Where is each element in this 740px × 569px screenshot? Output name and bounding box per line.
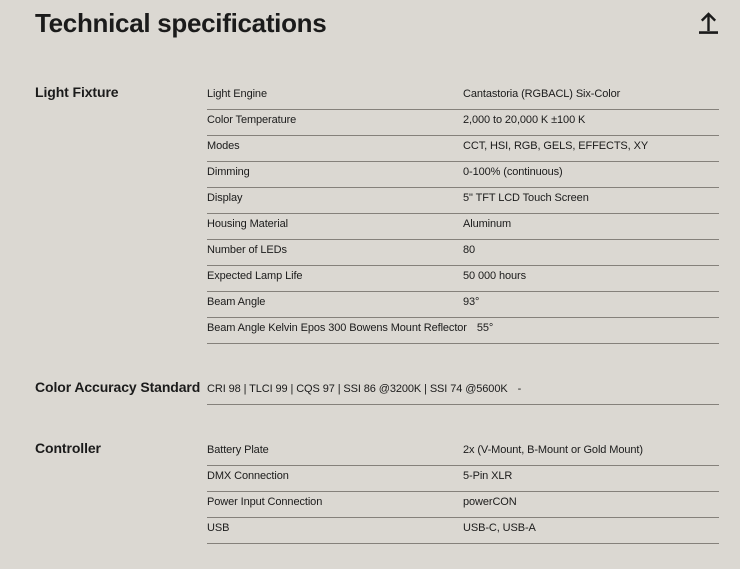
spec-label: Display (207, 192, 243, 204)
spec-value: 0-100% (continuous) (463, 166, 563, 178)
spec-label: DMX Connection (207, 470, 289, 482)
spec-row (207, 136, 719, 162)
spec-table (207, 84, 719, 344)
spec-value: 80 (463, 244, 476, 256)
page-title: Technical specifications (35, 8, 327, 38)
export-button[interactable] (698, 9, 719, 34)
spec-section (35, 84, 719, 344)
spec-row (207, 266, 719, 292)
section-heading: Controller (35, 440, 101, 456)
page-header (0, 0, 740, 38)
spec-label: Color Temperature (207, 114, 297, 126)
spec-section (35, 379, 719, 405)
spec-label: Modes (207, 140, 240, 152)
section-heading: Color Accuracy Standard (35, 379, 201, 395)
spec-label: Dimming (207, 166, 250, 178)
spec-row (207, 214, 719, 240)
spec-row (207, 292, 719, 318)
spec-value: - (517, 383, 522, 395)
spec-value: 55° (476, 322, 494, 334)
spec-label: Light Engine (207, 88, 267, 100)
spec-label: Expected Lamp Life (207, 270, 303, 282)
spec-row (207, 188, 719, 214)
spec-row (207, 379, 719, 405)
spec-row (207, 440, 719, 466)
spec-label: Number of LEDs (207, 244, 287, 256)
spec-row (207, 162, 719, 188)
spec-label: Housing Material (207, 218, 288, 230)
upload-arrow-icon (698, 11, 719, 34)
spec-value: CCT, HSI, RGB, GELS, EFFECTS, XY (463, 140, 649, 152)
spec-value: Cantastoria (RGBACL) Six-Color (463, 88, 621, 100)
spec-value: 50 000 hours (463, 270, 527, 282)
spec-table (207, 440, 719, 544)
spec-value: USB-C, USB-A (463, 522, 536, 534)
spec-row (207, 318, 719, 344)
spec-value: 2x (V-Mount, B-Mount or Gold Mount) (463, 444, 643, 456)
spec-label: CRI 98 | TLCI 99 | CQS 97 | SSI 86 @3200K | SSI 74 @5600K (207, 383, 508, 395)
spec-label: Power Input Connection (207, 496, 323, 508)
spec-label: Battery Plate (207, 444, 269, 456)
spec-section (35, 440, 719, 544)
spec-sections (0, 84, 740, 544)
spec-value: 5-Pin XLR (463, 470, 513, 482)
spec-value: 93° (463, 296, 480, 308)
spec-label: USB (207, 522, 230, 534)
spec-row (207, 110, 719, 136)
spec-row (207, 240, 719, 266)
spec-label: Beam Angle Kelvin Epos 300 Bowens Mount Reflector (207, 322, 467, 334)
spec-label: Beam Angle (207, 296, 266, 308)
spec-value: powerCON (463, 496, 517, 508)
spec-value: 5" TFT LCD Touch Screen (463, 192, 589, 204)
spec-row (207, 518, 719, 544)
spec-row (207, 466, 719, 492)
spec-value: 2,000 to 20,000 K ±100 K (463, 114, 586, 126)
spec-row (207, 84, 719, 110)
spec-value: Aluminum (463, 218, 512, 230)
spec-table (207, 379, 719, 405)
spec-row (207, 492, 719, 518)
section-heading: Light Fixture (35, 84, 119, 100)
